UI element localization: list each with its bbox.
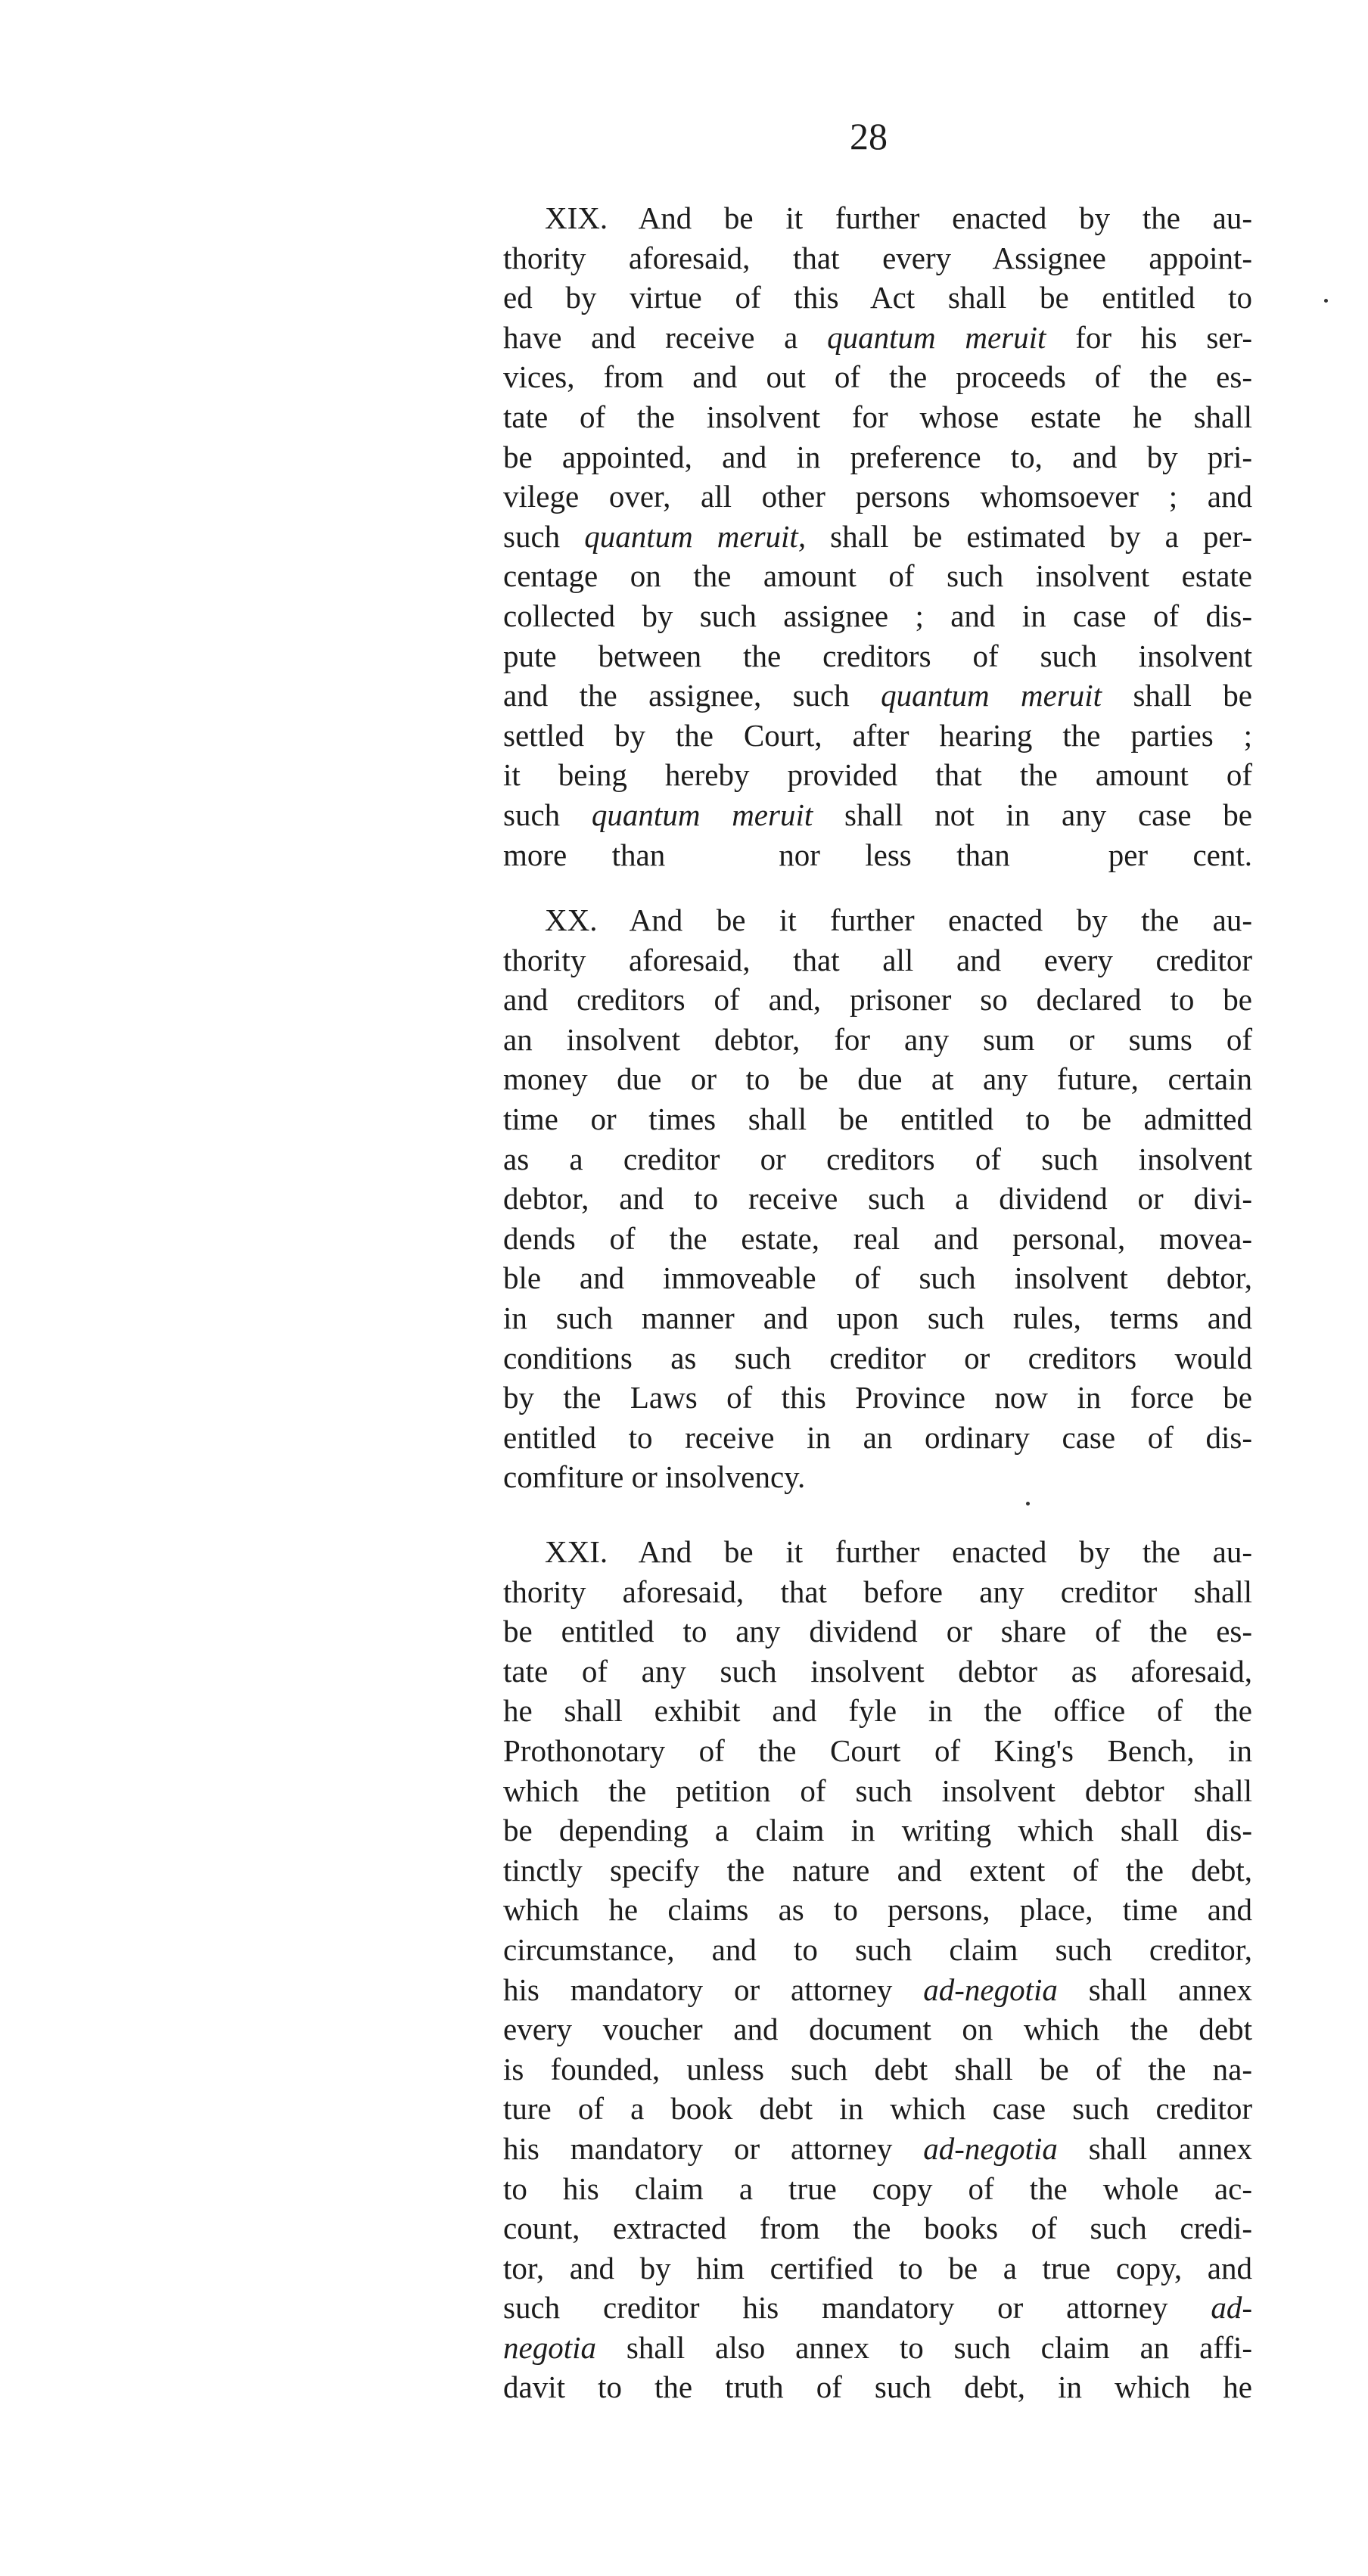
text-line: vilege over, all other persons whomsoever ; and	[503, 479, 1252, 514]
text-line: thority aforesaid, that all and every creditor	[503, 942, 1252, 977]
text-line: pute between the creditors of such insolvent	[503, 638, 1252, 673]
text-line: tate of any such insolvent debtor as aforesaid,	[503, 1653, 1252, 1689]
text-line: XX. And be it further enacted by the au-	[545, 903, 1252, 937]
text-line: collected by such assignee ; and in case of dis-	[503, 598, 1252, 633]
text-line: tate of the insolvent for whose estate he shall	[503, 399, 1252, 434]
text-line: Prothonotary of the Court of King's Bench, in	[503, 1732, 1252, 1768]
text-line: and creditors of and, prisoner so declared to be	[503, 982, 1252, 1018]
text-line: XIX. And be it further enacted by the au-	[545, 200, 1252, 235]
text-line: and the assignee, such quantum meruit shall be	[503, 678, 1252, 713]
text-line: as a creditor or creditors of such insolvent	[503, 1141, 1252, 1176]
text-line: tinctly specify the nature and extent of the debt,	[503, 1852, 1252, 1888]
page-number: 28	[850, 115, 888, 157]
text-line: tor, and by him certified to be a true copy, and	[503, 2250, 1252, 2285]
text-line: thority aforesaid, that before any creditor shall	[503, 1574, 1252, 1609]
text-line: such quantum meruit shall not in any case be	[503, 797, 1252, 832]
text-line: such creditor his mandatory or attorney ad-	[503, 2290, 1252, 2326]
text-line: which he claims as to persons, place, time and	[503, 1892, 1252, 1928]
text-line: have and receive a quantum meruit for his ser-	[503, 319, 1252, 355]
text-line: be depending a claim in writing which shall dis-	[503, 1813, 1252, 1848]
section-xix	[503, 198, 1252, 875]
text-line: dends of the estate, real and personal, movea-	[503, 1220, 1252, 1256]
text-line: davit to the truth of such debt, in which he	[503, 2369, 1252, 2405]
scan-speck	[1026, 1502, 1030, 1506]
text-line: time or times shall be entitled to be admitted	[503, 1101, 1252, 1136]
text-line: it being hereby provided that the amount of	[503, 757, 1252, 793]
text-line: his mandatory or attorney ad-negotia shall annex	[503, 2130, 1252, 2166]
text-line: be appointed, and in preference to, and by pri-	[503, 439, 1252, 474]
text-line: settled by the Court, after hearing the parties ;	[503, 717, 1252, 753]
text-line: comfiture or insolvency.	[503, 1459, 806, 1495]
section-xxi	[503, 1532, 1252, 2407]
text-line: centage on the amount of such insolvent estate	[503, 558, 1252, 594]
text-line: money due or to be due at any future, certain	[503, 1061, 1252, 1097]
text-line: every voucher and document on which the debt	[503, 2012, 1252, 2047]
text-line: his mandatory or attorney ad-negotia shall annex	[503, 1972, 1252, 2007]
text-line: which the petition of such insolvent debtor shall	[503, 1773, 1252, 1808]
text-line: an insolvent debtor, for any sum or sums of	[503, 1021, 1252, 1057]
text-line: to his claim a true copy of the whole ac-	[503, 2170, 1252, 2206]
text-line: by the Laws of this Province now in force be	[503, 1380, 1252, 1415]
text-line: entitled to receive in an ordinary case of dis-	[503, 1419, 1252, 1455]
text-line: more than nor less than per cent.	[503, 837, 1252, 872]
text-line: vices, from and out of the proceeds of the es-	[503, 359, 1252, 395]
text-line: negotia shall also annex to such claim an affi-	[503, 2329, 1252, 2365]
text-line: conditions as such creditor or creditors would	[503, 1340, 1252, 1375]
scan-speck	[1324, 299, 1328, 303]
text-line: ture of a book debt in which case such creditor	[503, 2091, 1252, 2127]
text-line: ble and immoveable of such insolvent debtor,	[503, 1260, 1252, 1296]
text-line: XXI. And be it further enacted by the au-	[545, 1534, 1252, 1569]
text-line: be entitled to any dividend or share of the es-	[503, 1614, 1252, 1649]
text-line: such quantum meruit, shall be estimated by a per-	[503, 518, 1253, 554]
text-line: thority aforesaid, that every Assignee appoint-	[503, 240, 1252, 275]
text-line: circumstance, and to such claim such creditor,	[503, 1931, 1252, 1967]
text-line: he shall exhibit and fyle in the office of the	[503, 1693, 1252, 1729]
text-line: in such manner and upon such rules, terms and	[503, 1300, 1252, 1335]
section-xx	[503, 900, 1252, 1497]
text-line: debtor, and to receive such a dividend or divi-	[503, 1181, 1252, 1217]
text-line: count, extracted from the books of such credi-	[503, 2211, 1252, 2246]
text-line: ed by virtue of this Act shall be entitled to	[503, 280, 1252, 315]
text-line: is founded, unless such debt shall be of the na-	[503, 2051, 1252, 2087]
